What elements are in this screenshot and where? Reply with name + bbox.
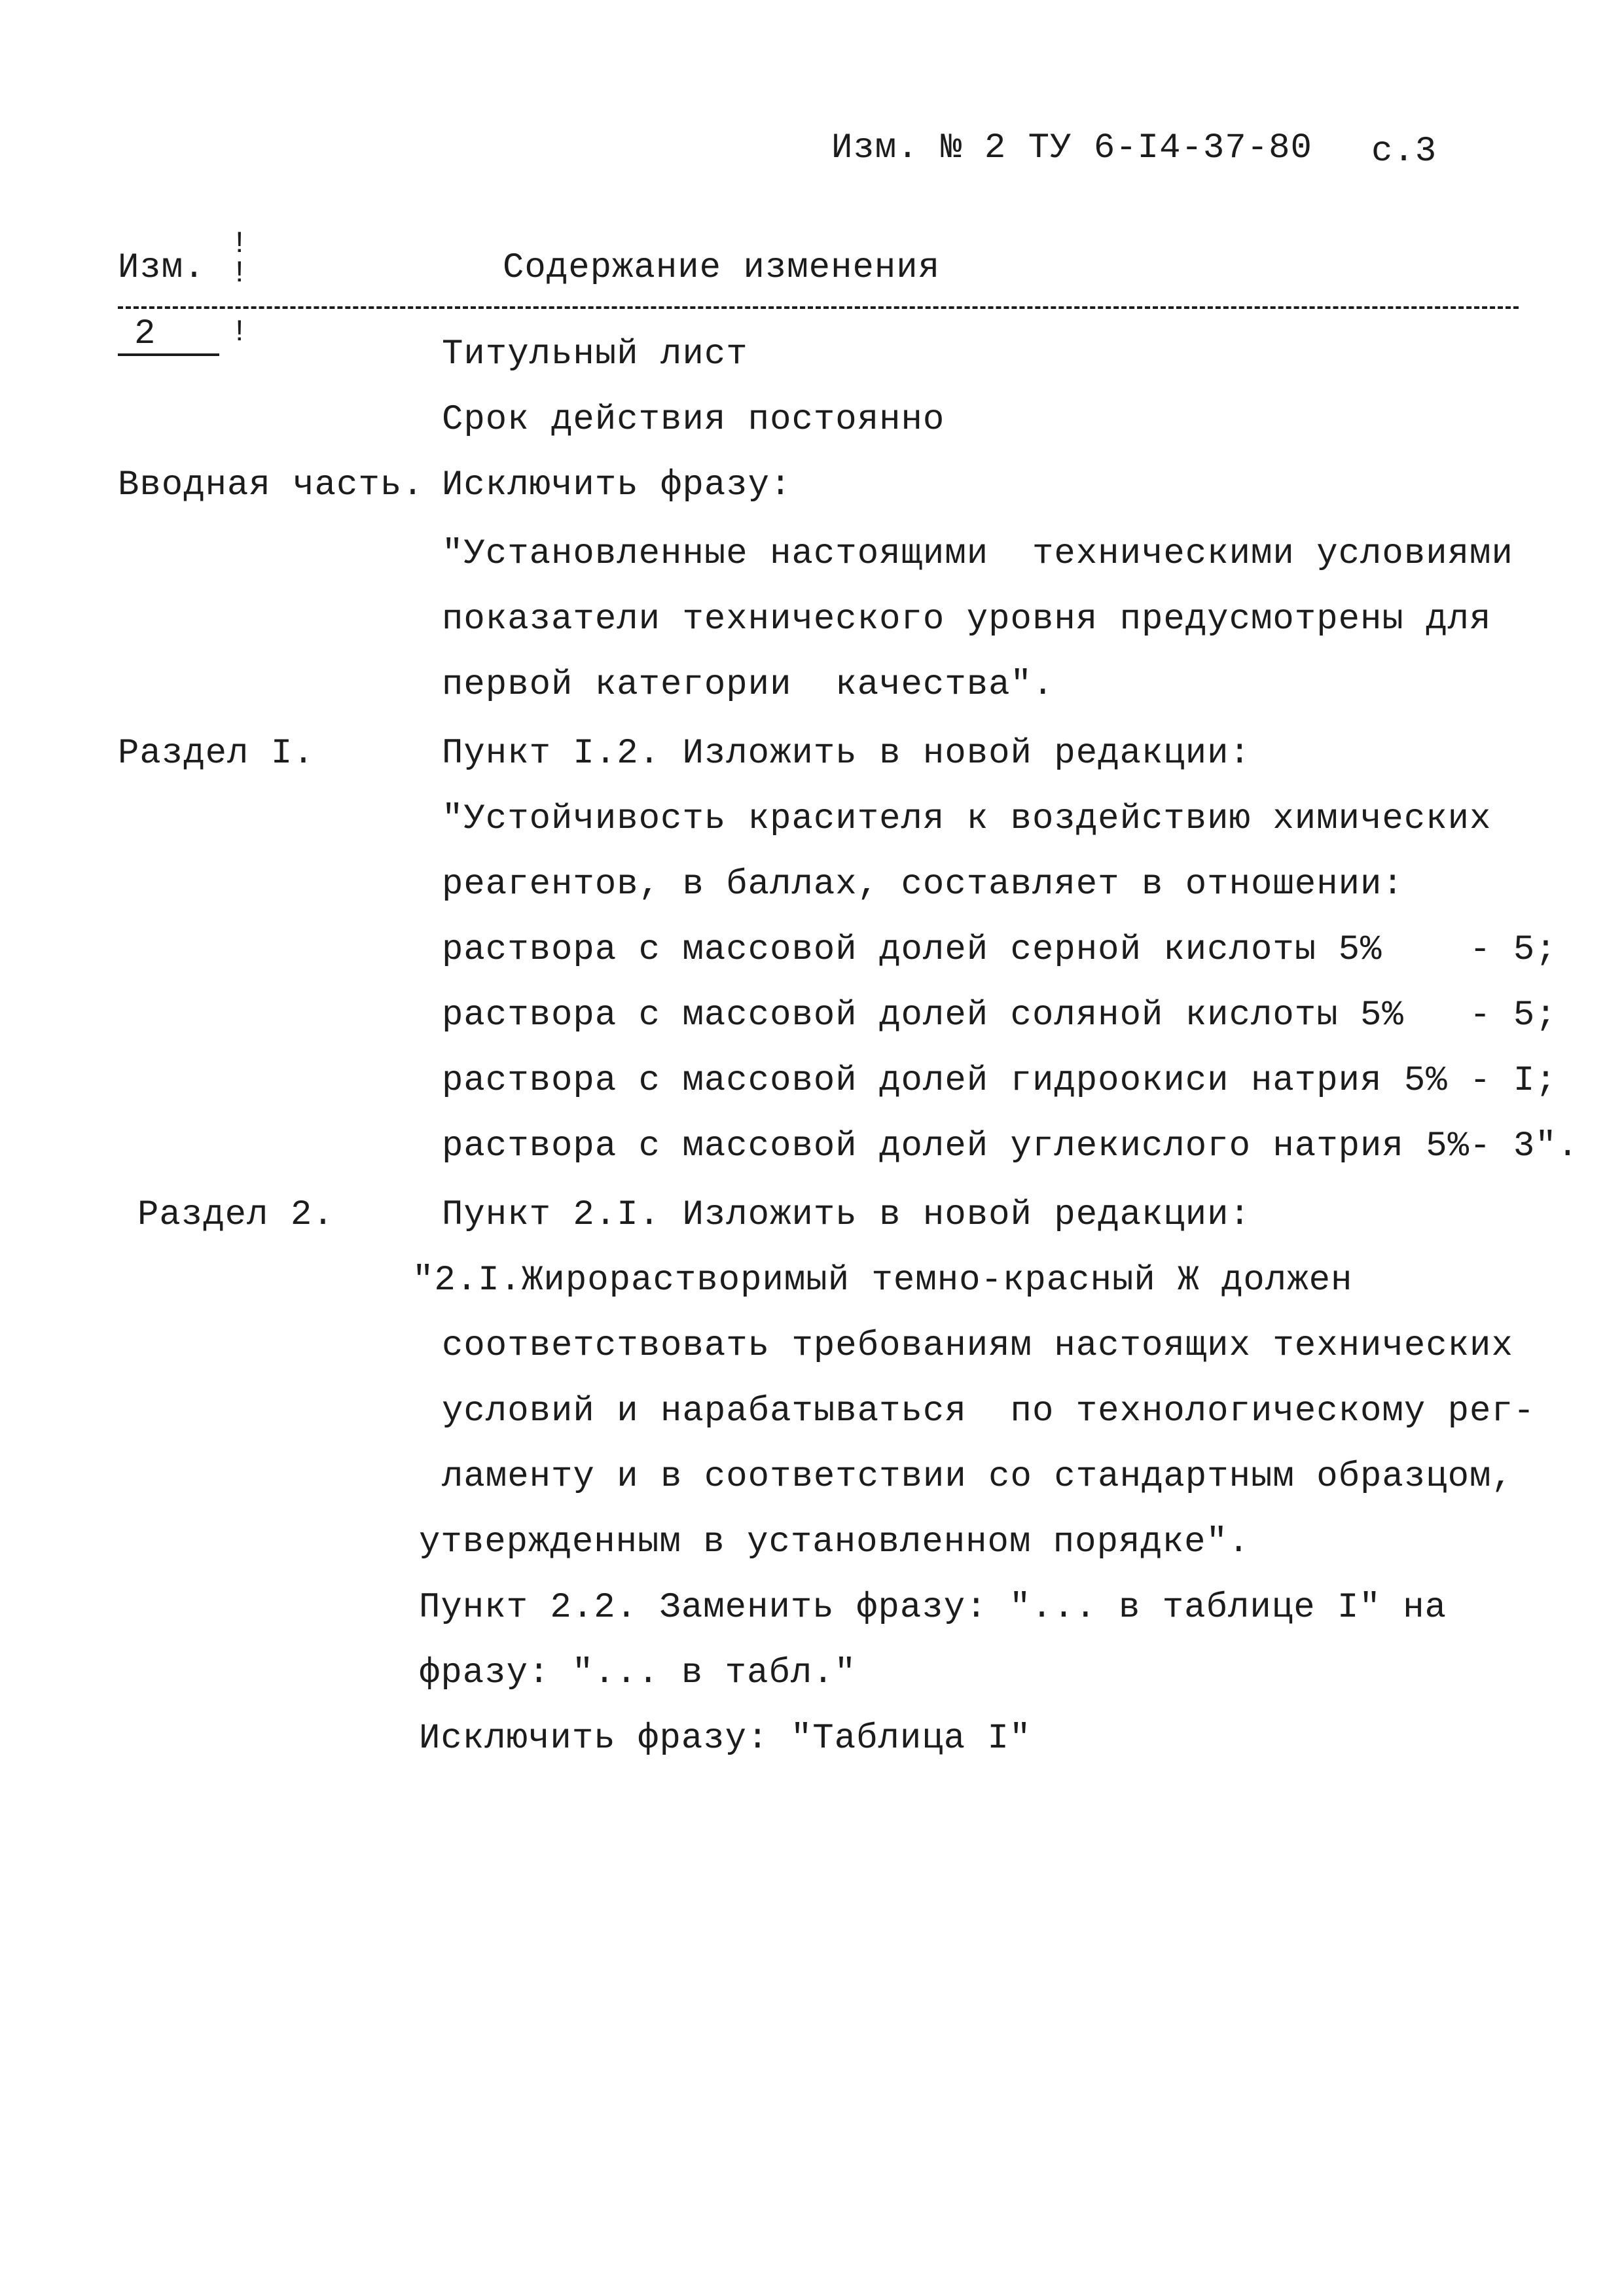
change-number: 2 <box>134 314 156 354</box>
section1-text-line: раствора с массовой долей соляной кислоты 5% - 5; <box>442 996 1557 1035</box>
section2-text-line: соответствовать требованиям настоящих технических <box>442 1326 1513 1366</box>
section2-text-line: утвержденным в установленном порядке". <box>419 1522 1250 1562</box>
change-number-underline <box>118 353 219 356</box>
section1-text-line: раствора с массовой долей серной кислоты 5% - 5; <box>442 930 1557 970</box>
intro-text-line: показатели технического уровня предусмотрены для <box>442 600 1492 639</box>
section1-text-line: реагентов, в баллах, составляет в отношении: <box>442 865 1404 905</box>
intro-instruction: Исключить фразу: <box>442 465 792 505</box>
column-header-content: Содержание изменения <box>503 248 941 288</box>
page-number: с.3 <box>1371 132 1437 171</box>
column-separator: ! <box>230 315 249 350</box>
column-separator: ! <box>230 227 249 261</box>
section2-text-line: условий и нарабатываться по технологическому рег- <box>442 1391 1536 1431</box>
intro-text-line: "Установленные настоящими техническими условиями <box>442 534 1513 574</box>
header-divider <box>118 306 1519 309</box>
section1-instruction: Пункт I.2. Изложить в новой редакции: <box>442 734 1251 774</box>
section2-text-line: фразу: "... в табл." <box>419 1653 857 1693</box>
section-label-2: Раздел 2. <box>137 1195 334 1235</box>
column-separator: ! <box>230 257 249 291</box>
section2-text-line: ламенту и в соответствии со стандартным образцом, <box>442 1457 1513 1497</box>
intro-text-line: первой категории качества". <box>442 665 1055 705</box>
section1-text-line: "Устойчивость красителя к воздействию химических <box>442 799 1492 839</box>
section2-text-line: Пункт 2.2. Заменить фразу: "... в таблице I" на <box>419 1588 1447 1628</box>
column-header-change: Изм. <box>118 248 206 288</box>
section2-text-line: Исключить фразу: "Таблица I" <box>419 1719 1032 1759</box>
section-label-intro: Вводная часть. <box>118 465 424 505</box>
document-title: Изм. № 2 ТУ 6-I4-37-80 <box>831 128 1312 168</box>
title-page-heading: Титульный лист <box>442 334 748 374</box>
title-page-line: Срок действия постоянно <box>442 400 945 440</box>
section1-text-line: раствора с массовой долей углекислого натрия 5%- 3". <box>442 1126 1579 1166</box>
section1-text-line: раствора с массовой долей гидроокиси натрия 5% - I; <box>442 1061 1557 1101</box>
section-label-1: Раздел I. <box>118 734 315 774</box>
section2-instruction: Пункт 2.I. Изложить в новой редакции: <box>442 1195 1251 1235</box>
section2-text-line: "2.I.Жирорастворимый темно-красный Ж должен <box>412 1261 1353 1300</box>
